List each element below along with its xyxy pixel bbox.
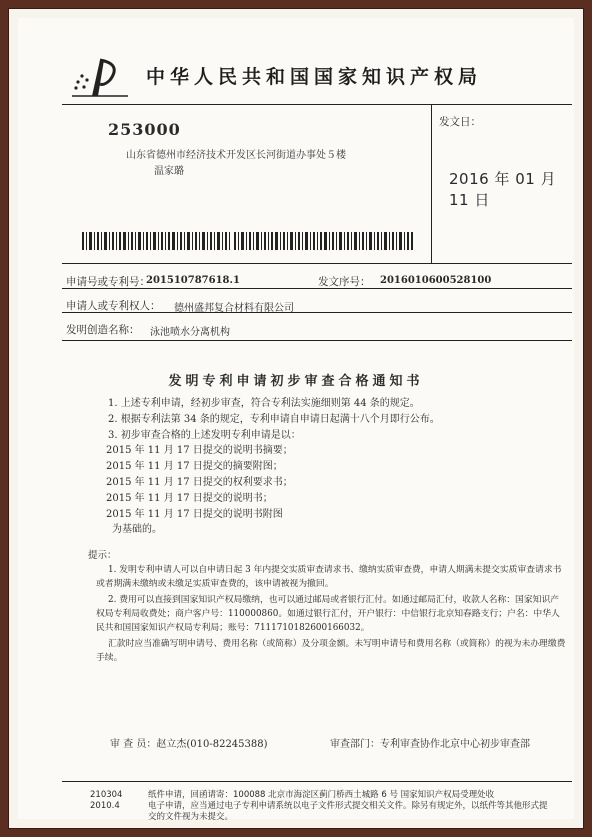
postal-code: 253000: [108, 120, 181, 139]
notice-line: 2015 年 11 月 17 日提交的说明书附图: [106, 508, 283, 520]
applicant-value: 德州盛邦复合材料有限公司: [174, 303, 294, 314]
row-divider: [62, 263, 572, 264]
notice-body: [108, 396, 440, 538]
notice-line: 2015 年 11 月 17 日提交的说明书摘要；: [106, 445, 293, 457]
notice-title: 发明专利申请初步审查合格通知书: [168, 374, 424, 389]
form-version: 2010.4: [90, 801, 120, 811]
notice-line: 1. 上述专利申请，经初步审查，符合专利法实施细则第 44 条的规定。: [108, 398, 420, 409]
row-divider: [62, 288, 572, 289]
address-line-1: 山东省德州市经济技术开发区长河街道办事处５楼: [126, 150, 346, 161]
row-divider: [62, 340, 572, 341]
certificate-page: [18, 18, 574, 822]
send-date-label: 发文日：: [439, 116, 481, 128]
invention-label: 发明创造名称：: [66, 324, 140, 336]
notice-line: 2015 年 11 月 17 日提交的权利要求书；: [106, 476, 293, 488]
department-signature: 审查部门：专利审查协作北京中心初步审查部: [330, 739, 530, 750]
cnipa-logo-icon: [70, 56, 130, 100]
tip-paragraph: 2. 费用可以直接到国家知识产权局缴纳，也可以通过邮局或者银行汇付。如通过邮局汇付，收款人名称：国家知识产权局专利局收费处；商户客户号：110000860。如通过银行汇付，开户银行：中信银行北京知春路支行；户名：中华人民共和国国家知识产权局专利局；账号：7111710182600166032。: [96, 595, 560, 633]
app-no-label: 申请号或专利号：: [66, 276, 150, 288]
invention-value: 泳池喷水分离机构: [150, 327, 230, 338]
barcode-left: [82, 232, 230, 250]
recipient-address: [126, 148, 346, 180]
notice-line: 为基础的。: [112, 524, 162, 536]
serial-label: 发文序号：: [318, 276, 371, 288]
applicant-label: 申请人或专利权人：: [66, 300, 161, 312]
tips-title: 提示：: [88, 550, 117, 561]
tip-paragraph: 1. 发明专利申请人可以自申请日起 3 年内提交实质审查请求书、缴纳实质审查费，申请人期满未提交实质审查请求书或者期满未缴纳或未缴足实质审查费的，该申请被视为撤回。: [96, 565, 562, 589]
footer-note: 纸件申请，回函请寄：100088 北京市海淀区蓟门桥西土城路 6 号 国家知识产权局受理处收: [148, 790, 495, 800]
footer-divider: [62, 781, 572, 782]
header-divider: [62, 104, 572, 105]
notice-line: 2015 年 11 月 17 日提交的说明书；: [106, 492, 273, 504]
notice-line: 3. 初步审查合格的上述发明专利申请是以：: [108, 429, 301, 441]
notice-line: 2. 根据专利法第 34 条的规定，专利申请自申请日起满十八个月即行公布。: [108, 413, 440, 425]
footer-notes: [148, 790, 548, 823]
issuer-title: 中华人民共和国国家知识产权局: [146, 66, 483, 88]
examiner-signature: 审 查 员：赵立杰(010-82245388): [110, 739, 268, 750]
send-date-value: 2016 年 01 月 11 日: [449, 170, 557, 209]
notice-line: 2015 年 11 月 17 日提交的摘要附图；: [106, 461, 283, 473]
serial-value: 2016010600528100: [380, 275, 492, 286]
recipient-name: 温家璐: [154, 166, 184, 177]
app-no-value: 201510787618.1: [146, 275, 240, 286]
row-divider: [62, 312, 572, 313]
address-date-divider: [431, 105, 432, 263]
form-code: 210304: [90, 790, 123, 800]
footer-note: 电子申请，应当通过电子专利申请系统以电子文件形式提交相关文件。除另有规定外，以纸件等其他形式提交的文件视为未提交。: [148, 801, 548, 822]
barcode-right: [234, 232, 414, 250]
tips-section: [96, 563, 566, 667]
tip-paragraph: 汇款时应当准确写明申请号、费用名称（或简称）及分项金额。未写明申请号和费用名称（或简称）的视为未办理缴费手续。: [96, 639, 566, 663]
